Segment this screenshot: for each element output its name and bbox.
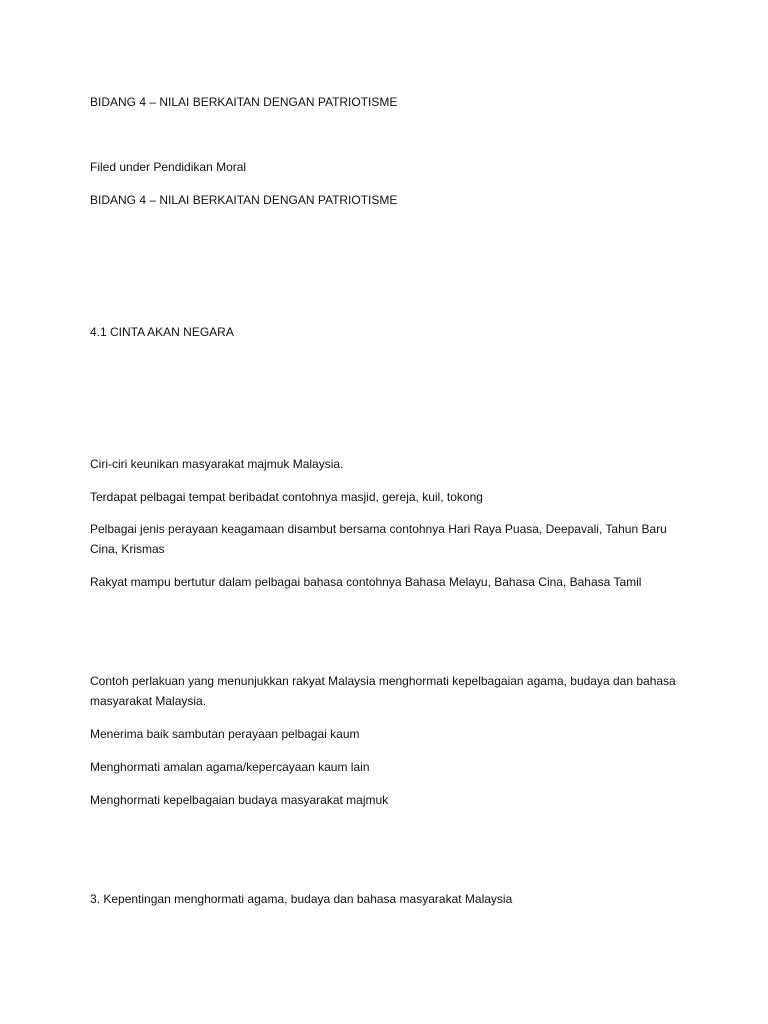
paragraph-9: 3. Kepentingan menghormati agama, budaya dan bahasa masyarakat Malaysia [90, 892, 513, 906]
paragraph-6: Menerima baik sambutan perayaan pelbagai kaum [90, 727, 360, 741]
paragraph-2: Terdapat pelbagai tempat beribadat contohnya masjid, gereja, kuil, tokong [90, 490, 483, 504]
paragraph-1: Ciri-ciri keunikan masyarakat majmuk Malaysia. [90, 457, 344, 471]
paragraph-8: Menghormati kepelbagaian budaya masyarakat majmuk [90, 793, 389, 807]
paragraph-3: Pelbagai jenis perayaan keagamaan disambut bersama contohnya Hari Raya Puasa, Deepavali, Tahun Baru Cina, Krismas [90, 522, 667, 556]
paragraph-7: Menghormati amalan agama/kepercayaan kaum lain [90, 760, 370, 774]
paragraph-5: Contoh perlakuan yang menunjukkan rakyat Malaysia menghormati kepelbagaian agama, budaya dan bahasa masyarakat Malaysia. [90, 674, 676, 708]
document-heading: BIDANG 4 – NILAI BERKAITAN DENGAN PATRIOTISME [90, 95, 398, 109]
paragraph-4: Rakyat mampu bertutur dalam pelbagai bahasa contohnya Bahasa Melayu, Bahasa Cina, Bahasa Tamil [90, 575, 642, 589]
section-title: 4.1 CINTA AKAN NEGARA [90, 325, 234, 339]
document-heading-repeat: BIDANG 4 – NILAI BERKAITAN DENGAN PATRIOTISME [90, 193, 398, 207]
filed-under-text: Filed under Pendidikan Moral [90, 160, 247, 174]
